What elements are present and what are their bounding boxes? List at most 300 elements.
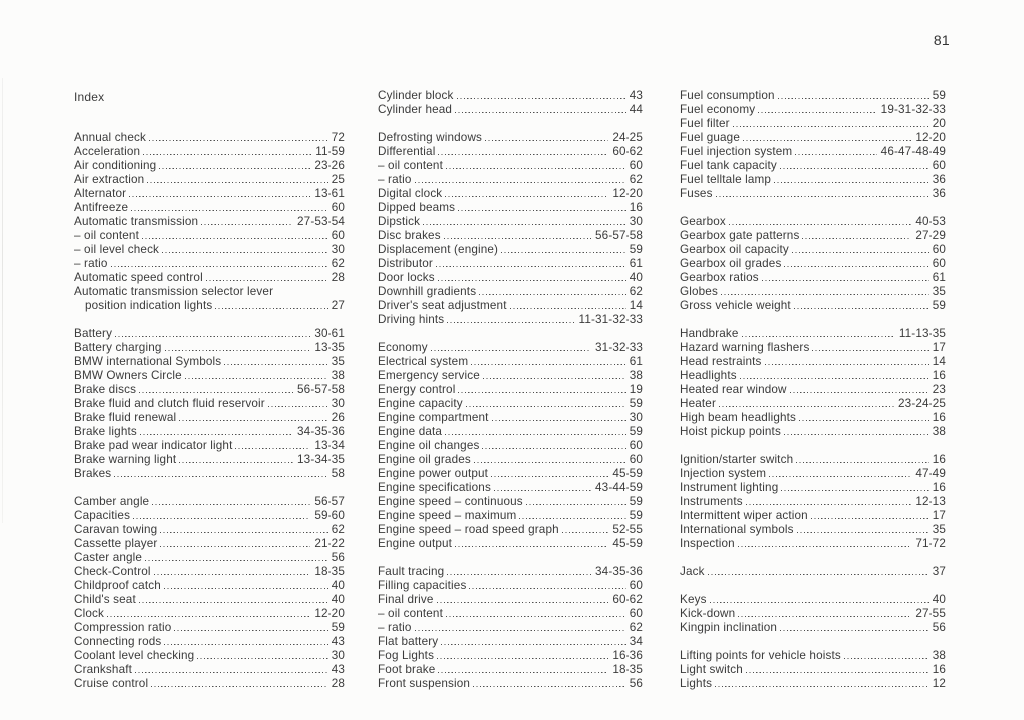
entry-page-numbers: 34-35-36 <box>297 425 345 438</box>
entry-label: position indication lights <box>85 299 213 312</box>
dot-leader <box>844 658 929 659</box>
dot-leader <box>437 658 608 659</box>
entry-page-numbers: 62 <box>331 257 345 270</box>
entry-label: Child's seat <box>74 593 136 606</box>
entry-page-numbers: 44 <box>629 103 643 116</box>
entry-page-numbers: 19-31-32-33 <box>880 103 946 116</box>
index-entry <box>378 453 643 467</box>
dot-leader <box>471 364 625 365</box>
entry-page-numbers: 16 <box>629 201 643 214</box>
index-entry <box>74 495 345 509</box>
dot-leader <box>147 182 327 183</box>
entry-label: Electrical system <box>378 355 469 368</box>
entry-label: Crankshaft <box>74 663 133 676</box>
entry-label: Brake pad wear indicator light <box>74 439 233 452</box>
entry-page-numbers: 16-36 <box>612 649 643 662</box>
dot-leader <box>415 182 626 183</box>
dot-leader <box>436 266 626 267</box>
entry-page-numbers: 60 <box>932 257 946 270</box>
index-entry <box>74 509 345 523</box>
entry-label: Gearbox gate patterns <box>680 229 800 242</box>
entry-page-numbers: 12-20 <box>612 187 643 200</box>
entry-page-numbers: 56 <box>331 551 345 564</box>
entry-label: Emergency service <box>378 369 480 382</box>
dot-leader <box>115 336 310 337</box>
entry-page-numbers: 11-59 <box>315 145 345 158</box>
dot-leader <box>738 616 911 617</box>
entry-label: Brake fluid and clutch fluid reservoir <box>74 397 265 410</box>
entry-label: Childproof catch <box>74 579 161 592</box>
dot-leader <box>107 616 310 617</box>
entry-page-numbers: 37 <box>932 565 946 578</box>
entry-page-numbers: 38 <box>331 369 345 382</box>
index-group <box>680 327 946 439</box>
entry-label: Capacities <box>74 509 131 522</box>
dot-leader <box>149 140 328 141</box>
dot-leader <box>268 406 328 407</box>
dot-leader <box>235 448 310 449</box>
index-entry <box>378 509 643 523</box>
index-entry <box>680 621 946 635</box>
entry-label: Kingpin inclination <box>680 621 778 634</box>
entry-label: Engine power output <box>378 467 489 480</box>
entry-page-numbers: 47-49 <box>915 467 946 480</box>
index-entry <box>378 495 643 509</box>
dot-leader <box>438 280 626 281</box>
entry-label: Hazard warning flashers <box>680 341 810 354</box>
dot-leader <box>438 672 608 673</box>
entry-label: Disc brakes <box>378 229 441 242</box>
index-entry <box>74 425 345 439</box>
index-entry <box>680 243 946 257</box>
entry-page-numbers: 40 <box>629 271 643 284</box>
entry-label: Alternator <box>74 187 127 200</box>
index-entry <box>378 89 643 103</box>
index-entry <box>74 551 345 565</box>
index-entry <box>74 173 345 187</box>
entry-label: Brake warning light <box>74 453 177 466</box>
index-entry <box>378 579 643 593</box>
dot-leader <box>179 462 293 463</box>
entry-page-numbers: 60 <box>629 607 643 620</box>
index-entry <box>378 621 643 635</box>
entry-label: – ratio <box>378 621 412 634</box>
index-entry <box>680 103 946 117</box>
dot-leader <box>479 294 625 295</box>
index-entry <box>680 327 946 341</box>
index-entry <box>378 229 643 243</box>
index-entry <box>378 607 643 621</box>
index-entry <box>74 285 345 299</box>
dot-leader <box>494 490 591 491</box>
entry-page-numbers: 27-53-54 <box>297 215 345 228</box>
dot-leader <box>457 98 626 99</box>
index-entry <box>74 579 345 593</box>
page-number: 81 <box>933 32 950 48</box>
index-entry <box>74 327 345 341</box>
entry-page-numbers: 60-62 <box>612 593 643 606</box>
entry-page-numbers: 12 <box>932 677 946 690</box>
entry-page-numbers: 31-32-33 <box>595 341 643 354</box>
entry-label: Cassette player <box>74 537 158 550</box>
dot-leader <box>160 532 327 533</box>
entry-page-numbers: 13-35 <box>314 341 345 354</box>
index-entry <box>74 243 345 257</box>
index-entry <box>680 285 946 299</box>
index-entry <box>378 425 643 439</box>
dot-leader <box>276 294 341 295</box>
entry-page-numbers: 40 <box>331 593 345 606</box>
index-entry <box>74 453 345 467</box>
entry-page-numbers: 38 <box>932 649 946 662</box>
entry-label: Keys <box>680 593 707 606</box>
index-entry <box>680 383 946 397</box>
dot-leader <box>740 378 929 379</box>
entry-page-numbers: 11-13-35 <box>898 327 946 340</box>
dot-leader <box>769 476 911 477</box>
index-entry <box>378 439 643 453</box>
entry-label: Gearbox oil grades <box>680 257 782 270</box>
dot-leader <box>733 126 929 127</box>
dot-leader <box>812 350 928 351</box>
index-entry <box>680 453 946 467</box>
index-entry <box>378 215 643 229</box>
entry-label: – oil level check <box>74 243 160 256</box>
index-entry <box>378 467 643 481</box>
entry-page-numbers: 17 <box>932 341 946 354</box>
entry-page-numbers: 43-44-59 <box>595 481 643 494</box>
entry-page-numbers: 38 <box>629 369 643 382</box>
entry-label: Distributor <box>378 257 433 270</box>
dot-leader <box>811 518 929 519</box>
entry-label: Engine oil changes <box>378 439 480 452</box>
entry-label: Handbrake <box>680 327 739 340</box>
dot-leader <box>441 644 625 645</box>
index-column-2 <box>378 89 643 691</box>
entry-page-numbers: 30 <box>331 649 345 662</box>
entry-label: Check-Control <box>74 565 151 578</box>
dot-leader <box>526 504 626 505</box>
index-entry <box>74 131 345 145</box>
entry-label: Final drive <box>378 593 434 606</box>
index-entry <box>680 257 946 271</box>
dot-leader <box>742 336 895 337</box>
entry-label: – ratio <box>74 257 108 270</box>
entry-page-numbers: 36 <box>932 173 946 186</box>
entry-label: Cylinder block <box>378 89 454 102</box>
entry-label: BMW Owners Circle <box>74 369 182 382</box>
dot-leader <box>139 602 328 603</box>
entry-label: Coolant level checking <box>74 649 195 662</box>
index-entry <box>680 341 946 355</box>
dot-leader <box>164 644 327 645</box>
entry-label: Engine specifications <box>378 481 491 494</box>
entry-page-numbers: 13-61 <box>314 187 345 200</box>
index-entry <box>378 523 643 537</box>
index-group <box>74 327 345 481</box>
dot-leader <box>174 630 327 631</box>
dot-leader <box>492 420 626 421</box>
index-entry <box>680 425 946 439</box>
dot-leader <box>715 686 929 687</box>
entry-label: Driving hints <box>378 313 445 326</box>
index-group <box>680 649 946 691</box>
entry-page-numbers: 61 <box>629 257 643 270</box>
entry-label: Hoist pickup points <box>680 425 781 438</box>
entry-label: Displacement (engine) <box>378 243 499 256</box>
dot-leader <box>729 224 911 225</box>
dot-leader <box>145 560 328 561</box>
entry-page-numbers: 60 <box>331 201 345 214</box>
entry-label: Headlights <box>680 369 737 382</box>
dot-leader <box>215 308 327 309</box>
entry-page-numbers: 62 <box>331 523 345 536</box>
entry-page-numbers: 16 <box>932 481 946 494</box>
dot-leader <box>458 392 625 393</box>
entry-page-numbers: 40-53 <box>915 215 946 228</box>
dot-leader <box>758 112 876 113</box>
index-entry <box>680 495 946 509</box>
entry-page-numbers: 30 <box>331 243 345 256</box>
index-entry <box>680 89 946 103</box>
entry-label: Engine speed – road speed graph <box>378 523 559 536</box>
dot-leader <box>197 658 327 659</box>
entry-label: Engine data <box>378 425 443 438</box>
entry-label: Fuel economy <box>680 103 756 116</box>
dot-leader <box>794 308 929 309</box>
entry-page-numbers: 27 <box>331 299 345 312</box>
dot-leader <box>510 308 626 309</box>
index-entry <box>680 215 946 229</box>
dot-leader <box>437 602 609 603</box>
entry-label: Antifreeze <box>74 201 129 214</box>
index-entry <box>74 439 345 453</box>
entry-page-numbers: 60 <box>629 159 643 172</box>
index-entry <box>378 173 643 187</box>
index-entry <box>680 173 946 187</box>
entry-label: – ratio <box>378 173 412 186</box>
entry-page-numbers: 30 <box>629 411 643 424</box>
entry-page-numbers: 40 <box>331 579 345 592</box>
dot-leader <box>447 574 591 575</box>
dot-leader <box>466 406 626 407</box>
index-column-1 <box>74 131 345 691</box>
dot-leader <box>485 140 608 141</box>
entry-page-numbers: 59-60 <box>314 509 345 522</box>
index-entry <box>74 411 345 425</box>
index-entry <box>680 145 946 159</box>
index-entry <box>74 369 345 383</box>
entry-page-numbers: 28 <box>331 677 345 690</box>
entry-page-numbers: 24-25 <box>612 131 643 144</box>
dot-leader <box>431 350 591 351</box>
dot-leader <box>474 462 626 463</box>
index-entry <box>74 635 345 649</box>
index-entry <box>680 355 946 369</box>
index-entry <box>680 677 946 691</box>
entry-page-numbers: 62 <box>629 285 643 298</box>
index-entry <box>680 565 946 579</box>
entry-page-numbers: 56-57-58 <box>595 229 643 242</box>
entry-label: Door locks <box>378 271 435 284</box>
index-entry <box>378 411 643 425</box>
dot-leader <box>799 420 929 421</box>
entry-page-numbers: 60 <box>932 243 946 256</box>
entry-page-numbers: 43 <box>331 663 345 676</box>
entry-page-numbers: 12-13 <box>915 495 946 508</box>
entry-label: Dipstick <box>378 215 421 228</box>
index-entry <box>378 635 643 649</box>
index-entry <box>680 271 946 285</box>
dot-leader <box>562 532 609 533</box>
index-entry <box>74 159 345 173</box>
entry-label: Engine speed – continuous <box>378 495 523 508</box>
index-entry <box>74 565 345 579</box>
index-entry <box>378 145 643 159</box>
dot-leader <box>206 280 328 281</box>
index-entry <box>378 159 643 173</box>
dot-leader <box>446 168 626 169</box>
index-entry <box>378 257 643 271</box>
entry-page-numbers: 12-20 <box>314 607 345 620</box>
dot-leader <box>455 112 626 113</box>
index-entry <box>680 467 946 481</box>
entry-label: Instruments <box>680 495 743 508</box>
dot-leader <box>738 546 912 547</box>
dot-leader <box>151 686 327 687</box>
index-entry <box>74 145 345 159</box>
entry-label: Instrument lighting <box>680 481 779 494</box>
entry-label: Compression ratio <box>74 621 172 634</box>
dot-leader <box>746 672 929 673</box>
entry-page-numbers: 13-34-35 <box>297 453 345 466</box>
index-entry <box>74 621 345 635</box>
entry-label: Front suspension <box>378 677 471 690</box>
index-entry <box>74 341 345 355</box>
entry-label: Fuel consumption <box>680 89 775 102</box>
dot-leader <box>790 392 929 393</box>
entry-page-numbers: 21-22 <box>314 537 345 550</box>
entry-label: Head restraints <box>680 355 762 368</box>
entry-page-numbers: 27-29 <box>915 229 946 242</box>
index-entry <box>378 341 643 355</box>
index-entry <box>680 229 946 243</box>
entry-label: Camber angle <box>74 495 150 508</box>
index-entry <box>680 649 946 663</box>
dot-leader <box>133 518 310 519</box>
entry-label: Ignition/starter switch <box>680 453 794 466</box>
index-entry <box>680 537 946 551</box>
entry-label: Gearbox <box>680 215 726 228</box>
entry-label: Defrosting windows <box>378 131 483 144</box>
entry-label: Fuel filter <box>680 117 730 130</box>
index-entry <box>74 467 345 481</box>
entry-page-numbers: 43 <box>331 635 345 648</box>
entry-page-numbers: 34 <box>629 635 643 648</box>
entry-page-numbers: 59 <box>629 425 643 438</box>
index-group <box>378 341 643 551</box>
index-group <box>74 495 345 691</box>
index-entry <box>74 593 345 607</box>
dot-leader <box>716 196 929 197</box>
entry-page-numbers: 18-35 <box>314 565 345 578</box>
index-entry <box>680 411 946 425</box>
entry-label: Light switch <box>680 663 743 676</box>
index-entry <box>680 159 946 173</box>
index-entry <box>378 201 643 215</box>
index-group <box>378 89 643 117</box>
dot-leader <box>796 462 928 463</box>
dot-leader <box>131 210 328 211</box>
dot-leader <box>781 490 928 491</box>
index-entry <box>680 607 946 621</box>
entry-page-numbers: 40 <box>932 593 946 606</box>
entry-label: Fuel injection system <box>680 145 793 158</box>
dot-leader <box>445 434 626 435</box>
entry-label: Foot brake <box>378 663 436 676</box>
dot-leader <box>444 238 591 239</box>
dot-leader <box>774 182 929 183</box>
entry-page-numbers: 56-57 <box>314 495 345 508</box>
index-entry <box>74 649 345 663</box>
index-entry <box>680 187 946 201</box>
index-entry <box>74 397 345 411</box>
index-group <box>680 453 946 551</box>
entry-page-numbers: 23-26 <box>314 159 345 172</box>
index-group <box>680 565 946 579</box>
index-entry <box>378 383 643 397</box>
entry-label: Clock <box>74 607 104 620</box>
entry-label: Air extraction <box>74 173 145 186</box>
entry-label: Driver's seat adjustment <box>378 299 507 312</box>
entry-label: Caravan towing <box>74 523 158 536</box>
index-entry <box>378 397 643 411</box>
dot-leader <box>780 168 929 169</box>
entry-label: Engine speed – maximum <box>378 509 517 522</box>
dot-leader <box>483 378 626 379</box>
entry-page-numbers: 58 <box>331 467 345 480</box>
index-entry <box>680 397 946 411</box>
dot-leader <box>164 588 328 589</box>
dot-leader <box>140 434 293 435</box>
entry-page-numbers: 23-24-25 <box>898 397 946 410</box>
entry-page-numbers: 19 <box>629 383 643 396</box>
dot-leader <box>491 476 608 477</box>
index-entry <box>74 257 345 271</box>
scan-edge-artifact <box>2 78 3 523</box>
index-group <box>378 131 643 327</box>
index-entry <box>74 271 345 285</box>
entry-page-numbers: 36 <box>932 187 946 200</box>
entry-page-numbers: 60 <box>932 159 946 172</box>
index-entry <box>378 187 643 201</box>
entry-label: Cruise control <box>74 677 149 690</box>
entry-page-numbers: 13-34 <box>314 439 345 452</box>
entry-label: High beam headlights <box>680 411 797 424</box>
index-group <box>680 593 946 635</box>
entry-page-numbers: 16 <box>932 453 946 466</box>
dot-leader <box>142 238 328 239</box>
entry-label: Lights <box>680 677 713 690</box>
dot-leader <box>473 686 626 687</box>
index-entry <box>74 299 345 313</box>
index-entry <box>74 537 345 551</box>
entry-page-numbers: 60 <box>331 229 345 242</box>
entry-page-numbers: 60 <box>629 439 643 452</box>
entry-label: – oil content <box>74 229 139 242</box>
dot-leader <box>201 224 293 225</box>
entry-page-numbers: 30 <box>629 215 643 228</box>
